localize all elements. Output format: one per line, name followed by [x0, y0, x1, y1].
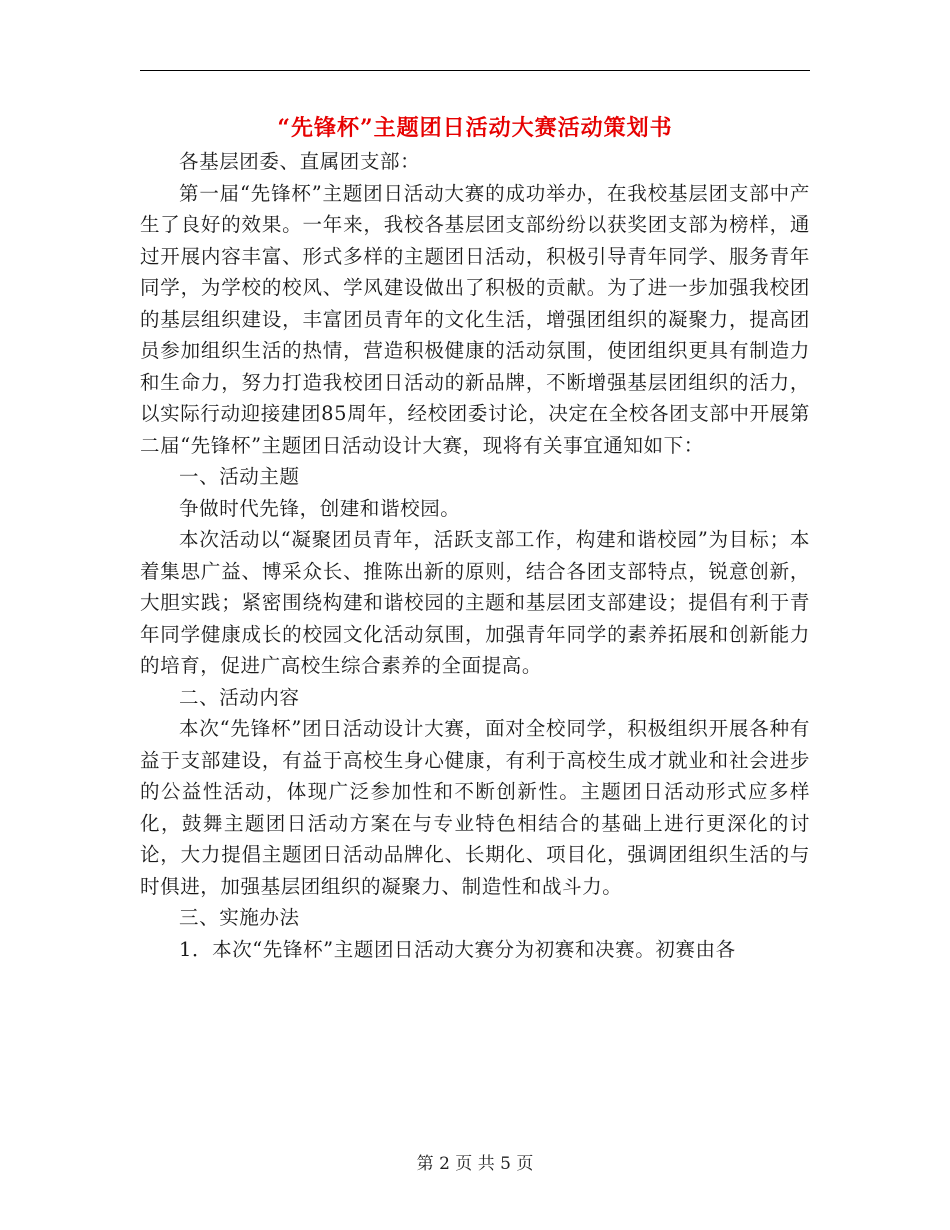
section-heading-theme: 一、活动主题 [179, 465, 300, 488]
page-number: 第 2 页 共 5 页 [416, 1154, 534, 1174]
header-rule [140, 70, 810, 71]
theme-paragraph: 本次活动以“凝聚团员青年，活跃支部工作，构建和谐校园”为目标；本着集思广益、博采众长、推陈出新的原则，结合各团支部特点，锐意创新，大胆实践；紧密围绕构建和谐校园的主题和基层团支部建设；提倡有利于青年同学健康成长的校园文化活动氛围，加强青年同学的素养拓展和创新能力的培育，促进广高校生综合素养的全面提高。 [140, 528, 810, 677]
theme-slogan: 争做时代先锋，创建和谐校园。 [179, 496, 461, 520]
section-heading-implementation: 三、实施办法 [179, 906, 300, 929]
document-title: “先锋杯”主题团日活动大赛活动策划书 [277, 115, 673, 141]
content-paragraph: 本次“先锋杯”团日活动设计大赛，面对全校同学，积极组织开展各种有益于支部建设，有益于高校生身心健康，有利于高校生成才就业和社会进步的公益性活动，体现广泛参加性和不断创新性。主题团日活动形式应多样化，鼓舞主题团日活动方案在与专业特色相结合的基础上进行更深化的讨论，大力提倡主题团日活动品牌化、长期化、项目化，强调团组织生活的与时俱进，加强基层团组织的凝聚力、制造性和战斗力。 [140, 717, 810, 898]
implementation-item-1: 1．本次“先锋杯”主题团日活动大赛分为初赛和决赛。初赛由各 [179, 937, 736, 961]
intro-paragraph: 第一届“先锋杯”主题团日活动大赛的成功举办，在我校基层团支部中产生了良好的效果。一年来，我校各基层团支部纷纷以获奖团支部为榜样，通过开展内容丰富、形式多样的主题团日活动，积极引导青年同学、服务青年同学，为学校的校风、学风建设做出了积极的贡献。为了进一步加强我校团的基层组织建设，丰富团员青年的文化生活，增强团组织的凝聚力，提高团员参加组织生活的热情，营造积极健康的活动氛围，使团组织更具有制造力和生命力，努力打造我校团日活动的新品牌，不断增强基层团组织的活力，以实际行动迎接建团85周年，经校团委讨论，决定在全校各团支部中开展第二届“先锋杯”主题团日活动设计大赛，现将有关事宜通知如下： [140, 181, 810, 457]
salutation: 各基层团委、直属团支部： [179, 150, 421, 173]
section-heading-content: 二、活动内容 [179, 685, 300, 709]
document-body [140, 146, 810, 965]
